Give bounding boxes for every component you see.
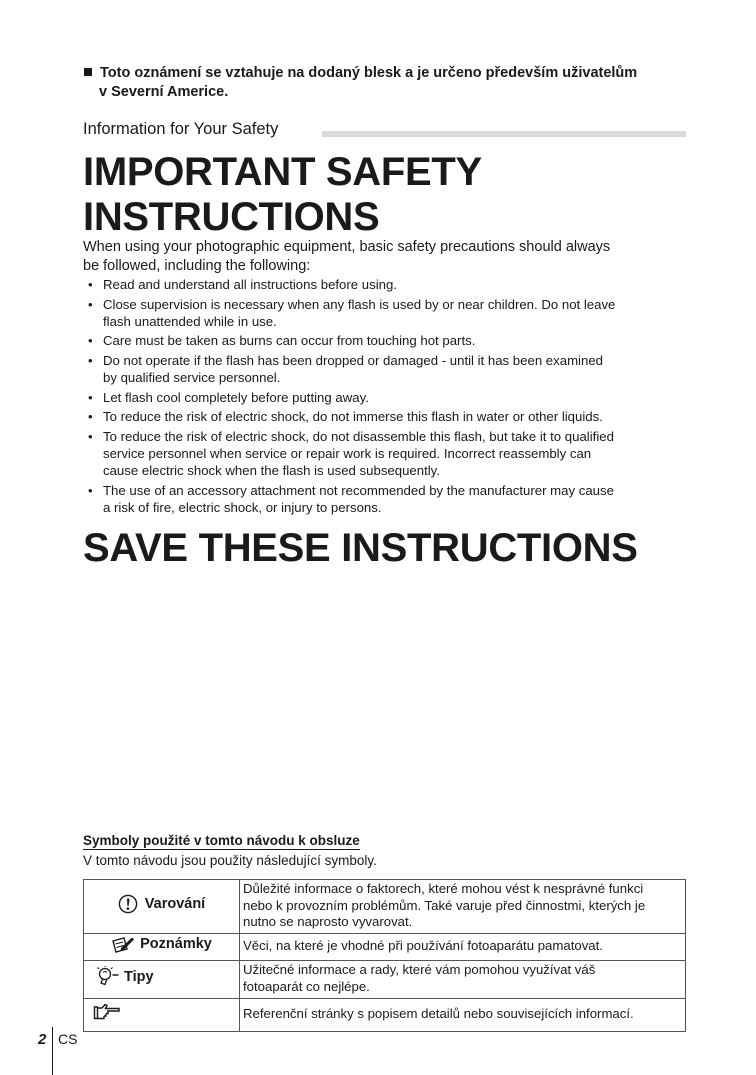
list-item xyxy=(88,389,688,406)
list-item-line: service personnel when service or repair work is required. Incorrect reassembly can xyxy=(103,446,592,462)
description-line: fotoaparát co nejlépe. xyxy=(243,978,370,994)
square-bullet-icon xyxy=(84,68,92,76)
list-item xyxy=(88,332,688,349)
table-row xyxy=(84,961,686,998)
intro-paragraph xyxy=(83,238,693,276)
list-item-line: • To reduce the risk of electric shock, do not immerse this flash in water or other liquids. xyxy=(103,409,603,425)
list-item-line: flash unattended while in use. xyxy=(103,313,277,329)
symbol-label-cell xyxy=(84,933,240,961)
list-item xyxy=(88,352,688,386)
notice xyxy=(84,64,704,102)
notice-line-1: Toto oznámení se vztahuje na dodaný blesk a je určeno především uživatelům xyxy=(100,65,638,81)
section-heading: Information for Your Safety xyxy=(83,120,279,138)
page-title-line-2: INSTRUCTIONS xyxy=(83,195,380,239)
list-item-line: • To reduce the risk of electric shock, do not disassemble this flash, but take it to qualified xyxy=(103,428,614,444)
symbol-description xyxy=(240,933,686,961)
list-item-line: • Care must be taken as burns can occur from touching hot parts. xyxy=(103,333,476,349)
description-line: Věci, na které je vhodné při používání fotoaparátu pamatovat. xyxy=(243,938,603,954)
list-item xyxy=(88,408,688,425)
heading-rule xyxy=(322,131,686,137)
description-line: nebo k provozním problémům. Také varuje před činnostmi, kterých je xyxy=(243,897,646,913)
lightbulb-icon xyxy=(96,966,120,988)
symbol-label: Tipy xyxy=(124,968,154,985)
symbols-heading: Symboly použité v tomto návodu k obsluze xyxy=(83,833,360,848)
list-item-line: • Let flash cool completely before putting away. xyxy=(103,389,369,405)
note-pencil-icon xyxy=(111,936,135,954)
symbol-description xyxy=(240,998,686,1031)
table-row xyxy=(84,933,686,961)
page-number: 2 xyxy=(38,1031,47,1048)
list-item xyxy=(88,428,688,480)
list-item xyxy=(88,296,688,330)
page-title xyxy=(83,150,482,240)
pointing-hand-icon xyxy=(93,1003,121,1021)
list-item-line: a risk of fire, electric shock, or injury to persons. xyxy=(103,500,382,516)
safety-list xyxy=(88,276,688,519)
description-line: Referenční stránky s popisem detailů nebo souvisejících informací. xyxy=(243,1005,634,1021)
list-item xyxy=(88,276,688,293)
symbol-label: Varování xyxy=(144,895,206,912)
description-line: nutno se naprosto vyvarovat. xyxy=(243,914,413,930)
page-number-divider xyxy=(52,1027,53,1075)
symbol-label-cell xyxy=(84,998,240,1031)
save-instructions-title: SAVE THESE INSTRUCTIONS xyxy=(83,526,638,570)
description-line: Užitečné informace a rady, které vám pomohou využívat váš xyxy=(243,962,596,978)
notice-line-2: v Severní Americe. xyxy=(99,84,229,100)
symbol-label: Poznámky xyxy=(140,936,212,953)
symbols-intro: V tomto návodu jsou použity následující symboly. xyxy=(83,853,377,868)
description-line: Důležité informace o faktorech, které mohou vést k nesprávné funkci xyxy=(243,881,644,896)
list-item-line: • Close supervision is necessary when any flash is used by or near children. Do not leave xyxy=(103,296,616,312)
intro-line-2: be followed, including the following: xyxy=(83,258,311,274)
list-item-line: cause electric shock when the flash is used subsequently. xyxy=(103,463,440,479)
list-item-line: • The use of an accessory attachment not recommended by the manufacturer may cause xyxy=(103,482,614,498)
symbol-description xyxy=(240,961,686,998)
symbol-description xyxy=(240,880,686,934)
intro-line-1: When using your photographic equipment, basic safety precautions should always xyxy=(83,239,611,255)
language-code: CS xyxy=(58,1031,78,1047)
symbol-label-cell xyxy=(84,961,240,998)
table-row xyxy=(84,880,686,934)
list-item xyxy=(88,482,688,516)
warning-icon xyxy=(118,894,138,914)
symbol-label-cell xyxy=(84,880,240,934)
symbols-table xyxy=(83,879,686,1032)
list-item-line: • Do not operate if the flash has been dropped or damaged - until it has been examined xyxy=(103,352,603,368)
table-row xyxy=(84,998,686,1031)
page-title-line-1: IMPORTANT SAFETY xyxy=(83,150,482,194)
list-item-line: • Read and understand all instructions before using. xyxy=(103,277,397,292)
list-item-line: by qualified service personnel. xyxy=(103,370,281,386)
